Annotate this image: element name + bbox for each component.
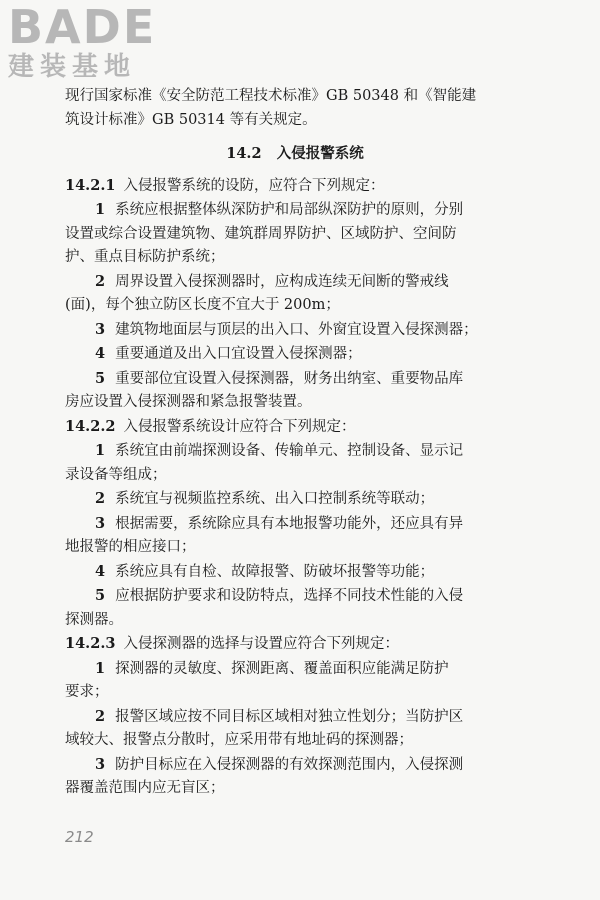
list-item-line xyxy=(65,705,525,730)
list-item-line xyxy=(65,536,525,560)
clause-heading xyxy=(65,415,525,440)
list-item-line xyxy=(65,753,525,778)
item-text: (面)，每个独立防区长度不宜大于 200m； xyxy=(65,297,340,313)
list-item-line xyxy=(65,367,525,392)
item-text: 报警区域应按不同目标区域相对独立性划分；当防护区 xyxy=(115,708,464,725)
list-item-line xyxy=(65,729,525,753)
item-text: 重要部位宜设置入侵探测器，财务出纳室、重要物品库 xyxy=(115,370,464,387)
item-number: 5 xyxy=(95,369,106,387)
list-item-line xyxy=(65,270,525,295)
item-number: 2 xyxy=(95,490,106,507)
item-number: 2 xyxy=(95,707,106,725)
list-item-line xyxy=(65,198,525,223)
list-item-line xyxy=(65,487,525,512)
document-body xyxy=(65,85,525,801)
watermark-logo xyxy=(8,0,178,84)
item-text: 护、重点目标防护系统； xyxy=(65,249,225,265)
list-item-line xyxy=(65,246,525,270)
list-item-line xyxy=(65,294,525,318)
item-text: 器覆盖范围内应无盲区； xyxy=(65,780,225,796)
list-item-line xyxy=(65,609,525,633)
clause-title: 入侵报警系统的设防，应符合下列规定： xyxy=(123,177,385,194)
item-number: 4 xyxy=(95,345,106,362)
list-item-line xyxy=(65,584,525,609)
list-item-line xyxy=(65,318,525,343)
section-heading xyxy=(65,142,525,166)
item-number: 3 xyxy=(95,320,106,338)
item-text: 探测器。 xyxy=(65,611,123,628)
item-text: 设置或综合设置建筑物、建筑群周界防护、区域防护、空间防 xyxy=(65,225,457,242)
item-text: 防护目标应在入侵探测器的有效探测范围内，入侵探测 xyxy=(115,756,464,773)
item-number: 4 xyxy=(95,562,106,580)
section-number: 14.2 xyxy=(226,145,262,162)
list-item-line xyxy=(65,223,525,247)
clause-number: 14.2.1 xyxy=(65,176,116,194)
list-item-line xyxy=(65,342,525,367)
item-text: 周界设置入侵探测器时，应构成连续无间断的警戒线 xyxy=(115,273,449,290)
item-text: 录设备等组成； xyxy=(65,466,167,483)
intro-line: 现行国家标准《安全防范工程技术标准》GB 50348 和《智能建 xyxy=(65,88,477,104)
item-text: 房应设置入侵探测器和紧急报警装置。 xyxy=(65,394,312,410)
item-text: 系统应根据整体纵深防护和局部纵深防护的原则，分别 xyxy=(115,202,464,218)
item-text: 系统宜与视频监控系统、出入口控制系统等联动； xyxy=(115,491,435,507)
list-item-line xyxy=(65,439,525,464)
item-number: 1 xyxy=(95,442,106,459)
clause-title: 入侵报警系统设计应符合下列规定： xyxy=(123,418,356,435)
item-text: 要求； xyxy=(65,684,109,700)
logo-wordmark: BADE xyxy=(8,0,157,54)
item-text: 地报警的相应接口； xyxy=(65,539,196,555)
page-number: 212 xyxy=(65,828,94,846)
logo-subtitle: 建装基地 xyxy=(8,52,137,82)
list-item-line xyxy=(65,391,525,415)
clause-number: 14.2.3 xyxy=(65,635,116,652)
item-text: 应根据防护要求和设防特点，选择不同技术性能的入侵 xyxy=(115,588,464,604)
list-item-line xyxy=(65,777,525,801)
list-item-line xyxy=(65,464,525,488)
intro-line: 筑设计标准》GB 50314 等有关规定。 xyxy=(65,111,317,128)
item-number: 2 xyxy=(95,272,106,290)
item-number: 3 xyxy=(95,514,106,532)
item-text: 探测器的灵敏度、探测距离、覆盖面积应能满足防护 xyxy=(115,660,449,677)
list-item-line xyxy=(65,512,525,537)
clause-heading xyxy=(65,174,525,199)
item-text: 系统宜由前端探测设备、传输单元、控制设备、显示记 xyxy=(115,443,464,459)
item-text: 根据需要，系统除应具有本地报警功能外，还应具有异 xyxy=(115,515,464,532)
list-item-line xyxy=(65,657,525,682)
list-item-line xyxy=(65,560,525,585)
item-text: 建筑物地面层与顶层的出入口、外窗宜设置入侵探测器； xyxy=(115,321,478,338)
item-number: 1 xyxy=(95,201,106,218)
item-text: 域较大、报警点分散时，应采用带有地址码的探测器； xyxy=(65,732,413,748)
item-number: 3 xyxy=(95,755,106,773)
item-text: 系统应具有自检、故障报警、防破坏报警等功能； xyxy=(115,563,435,580)
clause-number: 14.2.2 xyxy=(65,417,116,435)
section-title: 入侵报警系统 xyxy=(276,145,364,162)
item-number: 1 xyxy=(95,659,106,677)
clause-title: 入侵探测器的选择与设置应符合下列规定： xyxy=(123,636,399,652)
clause-heading xyxy=(65,632,525,657)
list-item-line xyxy=(65,681,525,705)
item-number: 5 xyxy=(95,587,106,604)
item-text: 重要通道及出入口宜设置入侵探测器； xyxy=(115,346,362,362)
